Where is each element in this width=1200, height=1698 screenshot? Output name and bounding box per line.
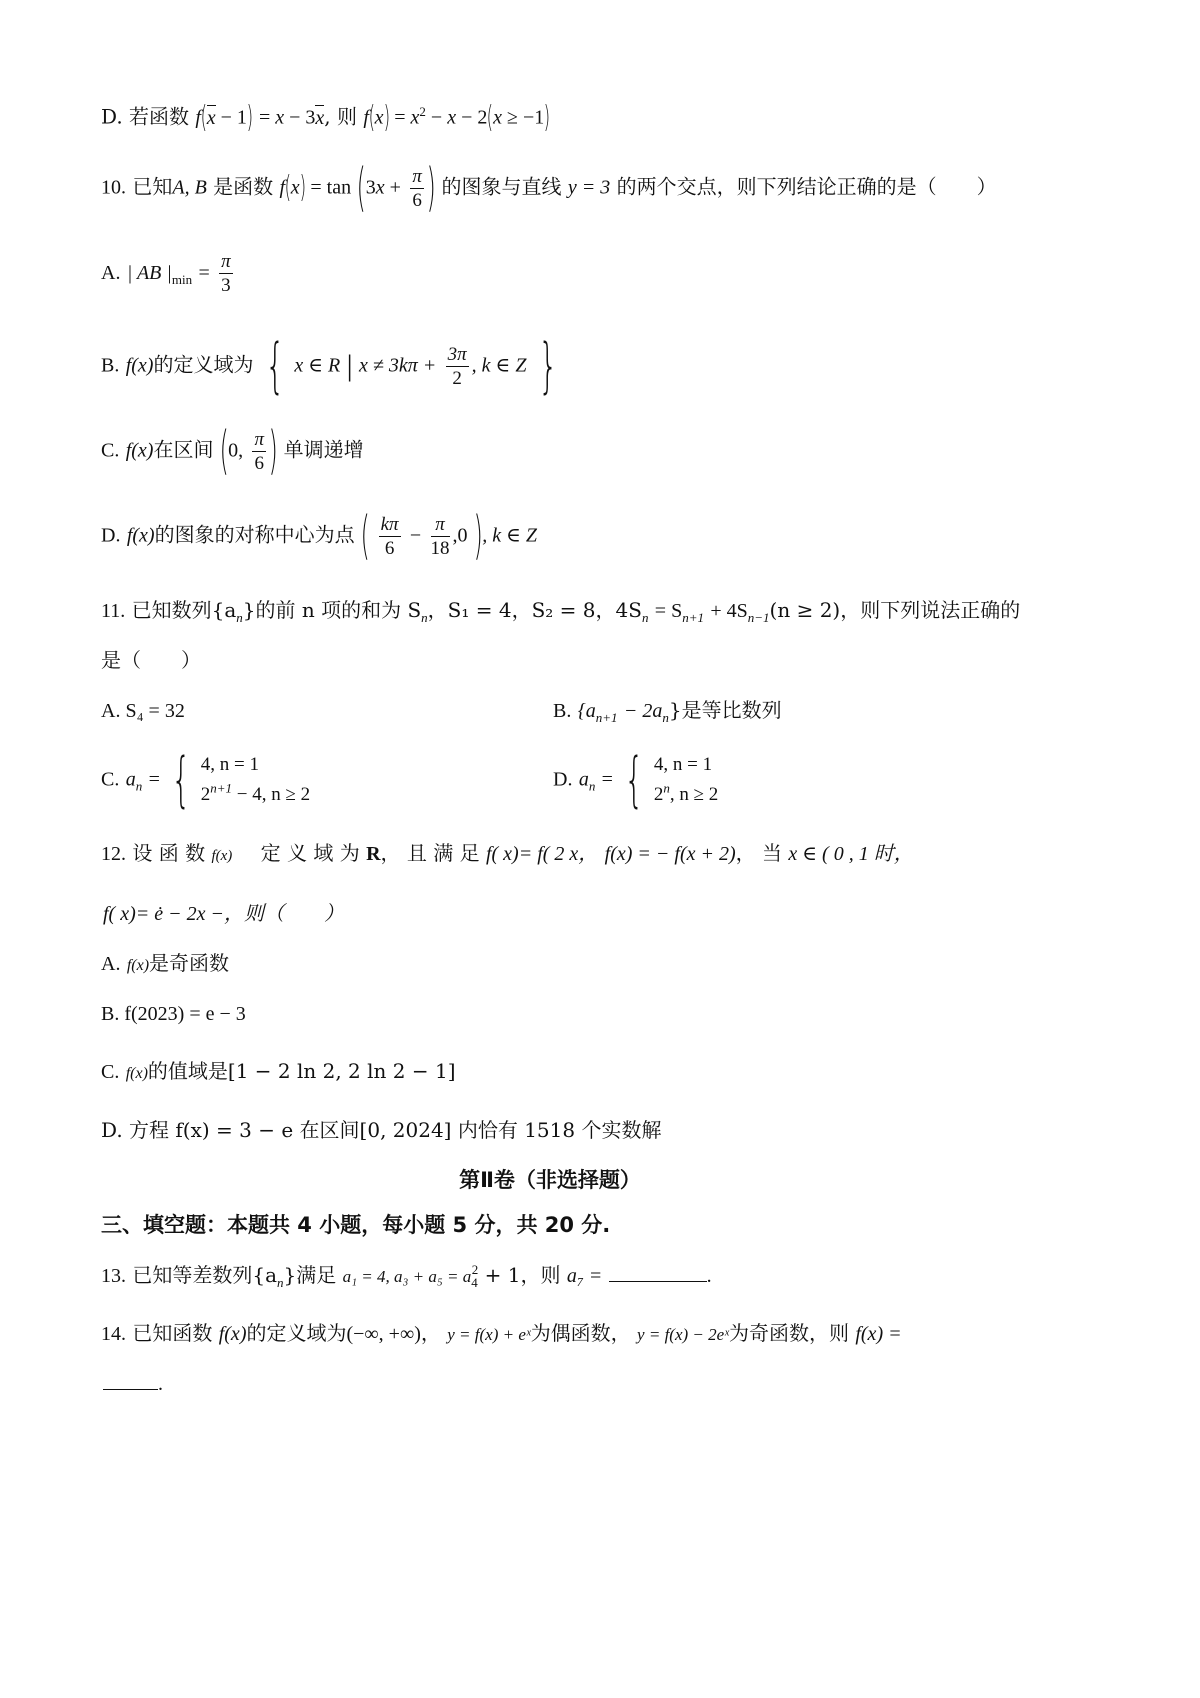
q9-option-d: D. 若函数 f(x − 1) = x − 3x, 则 $f(x) = x^2 - x - 2(x \ge -1)$ — [101, 100, 551, 135]
q10-optd-frac1: $\frac{k\pi}{6}$ — [380, 513, 399, 559]
q10-stem-frac: $\frac{\pi}{6}$ — [412, 165, 422, 211]
q10-option-a: A. | AB $|_{min}$ = $\frac{\pi}{3}$ — [101, 251, 231, 296]
q11-option-c: C. $a_n$ = { 4, n = 1 $2^{n+1} - 4$, n ≥ 2 — [101, 745, 311, 815]
q10-option-d: D. f(x)的图象的对称中心为点 ( $\frac{k\pi}{6}$ − $\frac{\pi}{18}$ ,0 ), k ∈ Z — [101, 506, 538, 566]
q11-option-d: D. $a_n$ = { 4, n = 1 2$^n$, n ≥ 2 — [553, 745, 719, 815]
q12-option-a: A. f(x)是奇函数 — [101, 951, 230, 975]
q14-answer-line: . — [103, 1373, 163, 1394]
part-two-title: 第Ⅱ卷（非选择题） — [459, 1168, 641, 1192]
q13-answer-blank[interactable] — [609, 1280, 707, 1282]
q11-stem-line2: 是（ ） — [101, 648, 201, 672]
q10-option-c: C. f(x)在区间 (0, $\frac{\pi}{6}$ ) 单调递增 — [101, 421, 364, 481]
q11-option-b: B. $\{a_{n+1} - 2a_n\}$是等比数列 — [553, 698, 782, 725]
q10-optb-frac: $\frac{3\pi}{2}$ — [447, 343, 467, 389]
q10-optd-frac2: $\frac{\pi}{18}$ — [430, 513, 450, 559]
q12-stem-line2: f( x)= ė − 2x −，则（ ） — [103, 903, 344, 925]
q12-option-c: C. f(x)的值域是[1 − 2 ln 2, 2 ln 2 − 1] — [101, 1059, 456, 1083]
section-three-heading: 三、填空题：本题共 4 小题，每小题 5 分，共 20 分. — [101, 1213, 611, 1237]
q9-optd-sqrt: x — [206, 106, 216, 129]
q12-option-b: B. f(2023) = e − 3 — [101, 1003, 246, 1025]
q10-stem: 10. 已知A, B 是函数 f(x) = tan (3x + $\frac{\pi}{6}$ ) 的图象与直线 y = 3 的两个交点，则下列结论正确的是（ ） — [101, 158, 997, 218]
q14: 14. 已知函数 f(x)的定义域为(−∞, +∞)， y = f(x) + eˣ为偶函数， y = f(x) − 2eˣ为奇函数，则 f(x) = — [101, 1321, 902, 1345]
q12-stem-line1: 12. 设 函 数 f(x) 定 义 域 为 R， 且 满 足 f( x)= f( 2 x， f(x) = − f(x + 2)， 当 x ∈ ( 0 , 1 时， — [101, 841, 914, 865]
q10-option-b: B. f(x)的定义域为 { x ∈ R | x ≠ 3kπ + $\frac{3\pi}{2}$ , k ∈ Z } — [101, 331, 558, 401]
q12-option-d: D. 方程 f(x) = 3 − e 在区间[0, 2024] 内恰有 1518 个实数解 — [101, 1118, 662, 1142]
q10-optc-frac: $\frac{\pi}{6}$ — [254, 428, 265, 474]
q11-optc-cases: 4, n = 1 $2^{n+1} - 4$, n ≥ 2 — [200, 754, 311, 805]
q10-opta-frac: $\frac{\pi}{3}$ — [221, 251, 231, 296]
q9-optd-label: D. 若函数 — [101, 104, 190, 129]
q11-option-a: A. S₄ = 32 — [101, 700, 185, 722]
q14-answer-blank[interactable] — [103, 1388, 158, 1390]
q11-optd-cases: 4, n = 1 2$^n$, n ≥ 2 — [653, 754, 719, 805]
q13: 13. 已知等差数列$\{a_n\}$满足 a₁ = 4, $a_3 + a_5 = a_4^2 + 1$，则 a₇ = . — [101, 1262, 712, 1290]
q11-stem-line1: 11. 已知数列$\{a_n\}$的前 n 项的和为 $S_n$，S₁ = 4，S₂ = 8，$4S_n = S_{n+1} + 4S_{n-1}(n \ge 2)$，则下列说法正确的 — [101, 598, 1021, 625]
